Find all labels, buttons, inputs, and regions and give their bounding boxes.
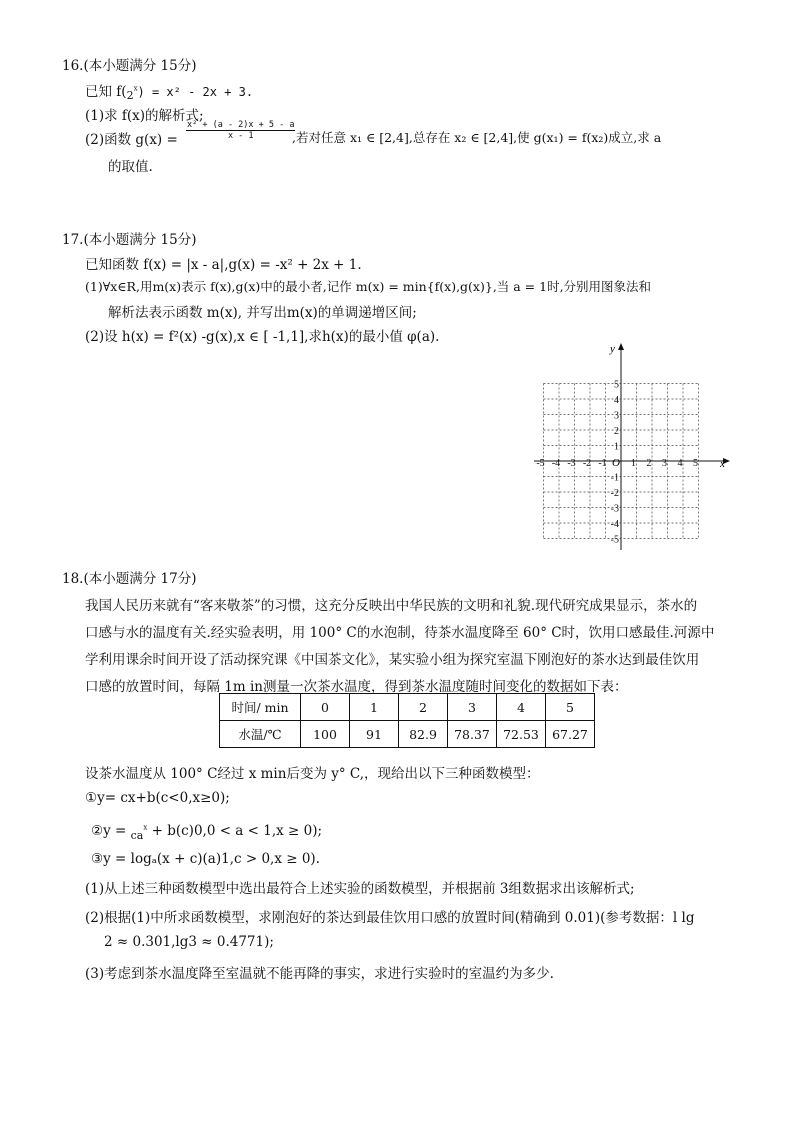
origin-label: O [612,457,620,469]
table-cell: 100 [301,721,350,748]
q16-given-prefix: 已知 f( [85,84,127,100]
y-tick-label: 5 [614,379,619,391]
y-tick-label: -3 [610,503,619,515]
q17-given: 已知函数 f(x) = |x - a|,g(x) = -x² + 2x + 1. [85,257,362,273]
q18-part3: (3)考虑到茶水温度降至室温就不能再降的事实，求进行实验时的室温约为多少. [85,966,554,982]
table-cell: 82.9 [399,721,448,748]
q16-given [85,80,253,100]
q17-part1-line2: 解析法表示函数 m(x), 并写出m(x)的单调递增区间; [108,305,417,321]
x-tick-label: -3 [567,458,576,469]
x-tick-label: -4 [551,458,561,469]
q18-para-line1: 我国人民历来就有“客来敬茶”的习惯，这充分反映出中华民族的文明和礼貌.现代研究成果显示，茶水的 [85,598,698,614]
table-cell: 3 [448,694,497,721]
q18-model3: ③y = logₐ(x + c)(a)1,c > 0,x ≥ 0). [91,851,320,867]
q18-part2-line1: (2)根据(1)中所求函数模型，求刚泡好的茶达到最佳饮用口感的放置时间(精确到 0.01)(参考数据：l lg [85,910,695,926]
table-cell: 4 [497,694,546,721]
table-cell: 0 [301,694,350,721]
table-row-time [220,694,595,721]
q16-frac-numerator: x² + (a - 2)x + 5 - a [187,120,295,130]
q16-part2-suffix: ,若对任意 x₁ ∈ [2,4],总存在 x₂ ∈ [2,4],使 g(x₁) = f(x₂)成立,求 a [292,130,662,145]
q18-model1: ①y= cx+b(c<0,x≥0); [85,790,230,806]
table-cell: 2 [399,694,448,721]
q16-given-base: 2 [126,89,134,102]
x-tick-label: -1 [598,458,607,469]
q16-part2-prefix: (2)函数 g(x) = [85,132,178,148]
x-tick-label: 1 [631,458,636,469]
q16-given-sup: x [133,84,138,93]
table-row-temp [220,721,595,748]
y-tick-label: 2 [614,426,619,437]
q18-part1: (1)从上述三种函数模型中选出最符合上述实验的函数模型，并根据前 3组数据求出该解析式; [85,881,635,897]
y-tick-label: 1 [614,441,619,453]
y-tick-label: -4 [610,519,619,530]
x-tick-label: -2 [582,458,592,469]
q18-para-line2: 口感与水的温度有关.经实验表明，用 100° C的水泡制，待茶水温度降至 60° C时，饮用口感最佳.河源中 [85,625,715,641]
q18-para-line4: 口感的放置时间，每隔 1m in测量一次茶水温度，得到茶水温度随时间变化的数据如下表： [85,679,628,695]
q16-header: 16.(本小题满分 15分) [62,58,197,74]
y-tick-label: -2 [610,488,619,499]
x-tick-label: -5 [536,458,545,469]
x-tick-label: 5 [693,458,698,469]
table-cell: 1 [350,694,399,721]
q17-part2: (2)设 h(x) = f²(x) -g(x),x ∈ [ -1,1],求h(x)的最小值 φ(a). [85,329,440,345]
q18-model2-sup: x [143,823,148,832]
q16-fraction [186,120,295,141]
table-header-temp: 水温/℃ [220,721,301,748]
table-cell: 78.37 [448,721,497,748]
x-axis-label: x [720,458,725,470]
q18-model2 [91,823,323,842]
x-tick-label: 2 [646,458,652,469]
q17-header: 17.(本小题满分 15分) [62,232,197,248]
tea-temperature-table [219,693,595,748]
q16-frac-denominator: x - 1 [227,131,254,141]
y-tick-label: 4 [614,395,619,406]
q18-model2-prefix: ②y = [91,823,127,839]
axes [534,343,730,550]
q16-given-suffix: ) = x² - 2x + 3. [137,85,254,99]
q18-model2-suffix: + b(c)0,0 < a < 1,x ≥ 0); [151,823,323,839]
q18-model2-base: ca [130,829,144,842]
y-axis-label: y [610,343,615,355]
y-tick-label: 3 [614,410,619,422]
q18-setup: 设茶水温度从 100° C经过 x min后变为 y° C,，现给出以下三种函数模型： [85,766,540,782]
y-tick-label: -1 [610,472,619,484]
q17-coordinate-grid [532,340,742,555]
table-cell: 67.27 [546,721,595,748]
q17-part1-line1: (1)∀x∈R,用m(x)表示 f(x),g(x)中的最小者,记作 m(x) = min{f(x),g(x)},当 a = 1时,分别用图象法和 [85,279,652,294]
x-tick-label: 3 [662,458,667,469]
y-tick-label: -5 [610,534,619,546]
q16-part2-line2: 的取值. [108,159,153,175]
q16-part1: (1)求 f(x)的解析式; [85,108,204,124]
y-axis-arrow-icon [618,343,624,350]
q18-para-line3: 学利用课余时间开设了活动探究课《中国茶文化》，某实验小组为探究室温下刚泡好的茶水达到最佳饮用 [85,652,700,668]
table-cell: 5 [546,694,595,721]
table-header-time: 时间/ min [220,694,301,721]
table-cell: 72.53 [497,721,546,748]
q18-header: 18.(本小题满分 17分) [62,571,197,587]
q18-part2-line2: 2 ≈ 0.301,lg3 ≈ 0.4771); [104,934,274,950]
table-cell: 91 [350,721,399,748]
x-tick-label: 4 [677,458,683,469]
